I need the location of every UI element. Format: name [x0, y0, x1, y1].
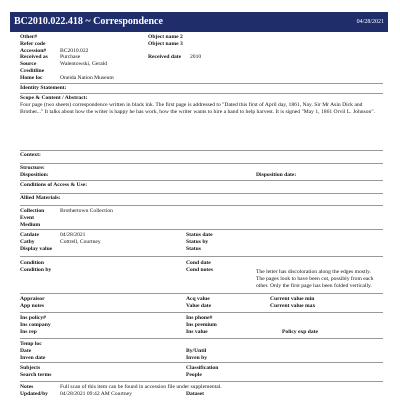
- date-label: Date: [20, 347, 32, 354]
- divider: [20, 150, 383, 151]
- ins-company-label: Ins company: [20, 321, 51, 328]
- classification-label: Classification: [186, 365, 219, 371]
- footer-info: [20, 384, 382, 398]
- accession-value: BC2010.022: [60, 47, 89, 54]
- ins-value-label: Ins value: [186, 328, 208, 335]
- ins-phone-label: Ins phone#: [186, 315, 213, 321]
- source-value: Walentowski, Gerald: [60, 61, 108, 68]
- divider: [20, 381, 383, 382]
- catdate-label: Catdate: [20, 232, 39, 238]
- scope-text: Four page (two sheets) correspondence written in black ink. The first page is addressed to "Dated this first of April day, 1861, Nay. Sir Mr Asin Dick and Brother..." It talks about how the writer is happy he has work, how the writer wants to hire a hand to help harvest. It is signed "May 1, 1861 Orvil L. Johnson".: [20, 102, 375, 115]
- received-date-label: Received date: [148, 54, 182, 61]
- collection-label: Collection: [20, 208, 45, 214]
- notes-value: Full scan of this item can be found in accession file under supplemental.: [60, 384, 222, 390]
- cond-notes-label: Cond notes: [186, 266, 213, 273]
- divider: [20, 362, 383, 363]
- current-value-min-label: Current value min: [270, 296, 315, 302]
- appraisor-label: Appraisor: [20, 296, 45, 302]
- inven-date-label: Inven date: [20, 354, 46, 361]
- condition-by-label: Condition by: [20, 266, 52, 273]
- divider: [20, 312, 383, 313]
- divider: [20, 180, 383, 181]
- identity-statement-label: Identity Statement:: [20, 85, 67, 91]
- conditions-access-label: Conditions of Access & Use:: [20, 182, 88, 188]
- context-label: Context:: [20, 152, 41, 158]
- cond-notes-value: The letter has discoloration along the edges mostly. The pages look to have been cut, possibly from each other. Only the first page has been folded vertically.: [256, 269, 374, 289]
- app-notes-label: App notes: [20, 302, 45, 309]
- home-loc-label: Home loc: [20, 74, 43, 81]
- divider: [20, 229, 383, 230]
- record-date: 04/28/2021: [356, 19, 384, 25]
- divider: [20, 93, 383, 94]
- search-terms-label: Search terms: [20, 371, 52, 378]
- insurance-info: [20, 315, 382, 335]
- other-label: Other#: [20, 34, 38, 40]
- allied-materials-label: Allied Materials:: [20, 195, 61, 201]
- appraisal-info: [20, 296, 382, 310]
- creditline-label: Creditline: [20, 67, 45, 74]
- medium-label: Medium: [20, 221, 41, 228]
- divider: [20, 205, 383, 206]
- value-date-label: Value date: [186, 302, 212, 309]
- updated-by-label: Updated/by: [20, 390, 48, 397]
- structure-label: Structure:: [20, 165, 45, 171]
- status-by-label: Status by: [186, 238, 209, 245]
- disposition-label: Disposition:: [20, 172, 49, 178]
- condition-label: Condition: [20, 260, 44, 266]
- inven-by-label: Inven by: [186, 354, 207, 361]
- accession-label: Accession#: [20, 47, 47, 54]
- temp-loc-label: Temp loc: [20, 341, 42, 347]
- event-label: Event: [20, 214, 34, 221]
- catalog-info: [20, 232, 382, 252]
- status-label: Status: [186, 245, 201, 252]
- updated-by-value: 04/28/2021 09:42 AM Courtney: [60, 390, 132, 397]
- location-info: [20, 341, 382, 361]
- object-name-3-label: Object name 3: [148, 40, 183, 47]
- scope-label: Scope & Content / Abstract:: [20, 95, 88, 101]
- record-title: BC2010.022.418 ~ Correspondence: [14, 16, 163, 27]
- source-label: Source: [20, 61, 37, 68]
- ins-premium-label: Ins premium: [186, 321, 217, 328]
- people-label: People: [186, 371, 202, 378]
- object-info: [20, 34, 382, 82]
- display-value-label: Display value: [20, 245, 53, 252]
- subjects-label: Subjects: [20, 365, 41, 371]
- home-loc-value: Oneida Nation Museum: [60, 74, 114, 81]
- refer-code-label: Refer code: [20, 40, 46, 47]
- divider: [20, 83, 383, 84]
- divider: [20, 293, 383, 294]
- divider: [20, 163, 383, 164]
- notes-label: Notes: [20, 384, 34, 390]
- divider: [20, 338, 383, 339]
- cond-date-label: Cond date: [186, 260, 211, 266]
- status-date-label: Status date: [186, 232, 213, 238]
- catdate-value: 04/28/2021: [60, 232, 86, 238]
- record-header: [10, 12, 388, 32]
- catby-label: Catby: [20, 238, 35, 245]
- ins-rep-label: Ins rep: [20, 328, 37, 335]
- collection-info: [20, 208, 382, 228]
- subject-info: [20, 365, 382, 379]
- collection-value: Brothertown Collection: [60, 208, 113, 214]
- ins-policy-label: Ins policy#: [20, 315, 46, 321]
- received-as-value: Purchase: [60, 54, 81, 61]
- received-as-label: Received as: [20, 54, 48, 61]
- divider: [20, 193, 383, 194]
- object-name-2-label: Object name 2: [148, 34, 183, 40]
- policy-exp-label: Policy exp date: [282, 328, 319, 335]
- dataset-label: Dataset: [186, 390, 205, 397]
- received-date-value: 2010: [190, 54, 202, 61]
- acq-value-label: Acq value: [186, 296, 210, 302]
- by-until-label: By/Until: [186, 347, 207, 354]
- disposition-date-label: Disposition date:: [256, 172, 297, 178]
- divider: [20, 256, 383, 257]
- current-value-max-label: Current value max: [270, 302, 316, 309]
- catby-value: Cottrell, Courtney: [60, 238, 101, 245]
